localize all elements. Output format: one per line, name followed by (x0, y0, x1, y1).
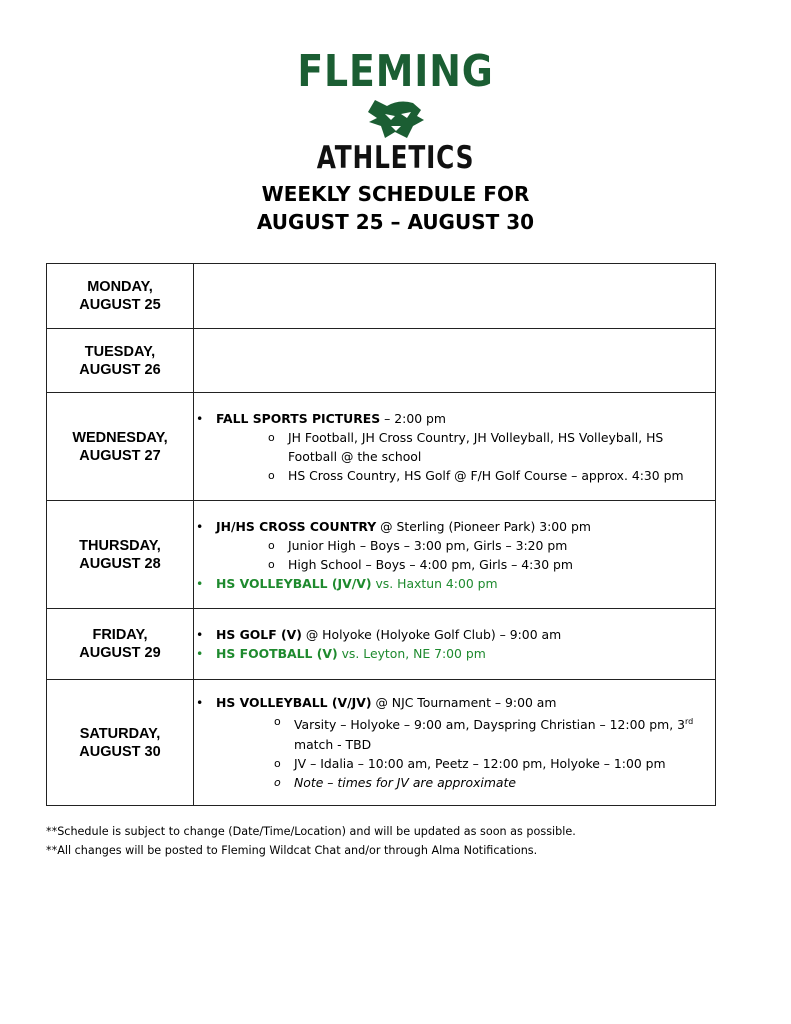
footnote: **All changes will be posted to Fleming Wildcat Chat and/or through Alma Notifications. (46, 844, 538, 857)
fleming-athletics-logo (0, 46, 791, 176)
footnotes (46, 822, 576, 860)
schedule-row-monday (47, 264, 716, 329)
event-title: FALL SPORTS PICTURES (216, 410, 381, 426)
day-date: AUGUST 25 (79, 297, 161, 313)
day-name: TUESDAY, (84, 343, 156, 360)
day-date: AUGUST 29 (79, 645, 161, 661)
day-cell (47, 329, 194, 393)
events-cell (194, 329, 716, 393)
day-cell (47, 501, 194, 609)
event-detail: @ Sterling (Pioneer Park) 3:00 pm (376, 518, 591, 534)
event-item (194, 625, 715, 644)
event-item (194, 574, 715, 593)
events-cell (194, 501, 716, 609)
schedule-table (46, 263, 716, 806)
day-name: WEDNESDAY, (72, 429, 168, 446)
day-date: AUGUST 26 (79, 361, 161, 378)
schedule-row-wednesday (47, 393, 716, 501)
varsity-text: Varsity – Holyoke – 9:00 am, Dayspring Christian – 12:00 pm, 3 (294, 717, 685, 733)
day-name: THURSDAY, (79, 537, 161, 554)
day-cell (47, 393, 194, 501)
page-title (0, 180, 791, 236)
day-name: FRIDAY, (92, 627, 148, 643)
events-cell (194, 609, 716, 680)
sub-event-item (270, 712, 715, 753)
sub-event-item: o Junior High – Boys – 3:00 pm, Girls – 3:20 pm (264, 536, 715, 555)
events-cell (194, 680, 716, 806)
day-date: AUGUST 27 (79, 447, 161, 464)
event-item (194, 409, 715, 485)
sub-event-item: o JV – Idalia – 10:00 am, Peetz – 12:00 pm, Holyoke – 1:00 pm (270, 754, 715, 773)
sub-event-item: o HS Cross Country, HS Golf @ F/H Golf Course – approx. 4:30 pm (264, 466, 715, 485)
event-item (194, 644, 715, 663)
events-cell (194, 264, 716, 329)
title-line-2: AUGUST 25 – AUGUST 30 (256, 210, 535, 234)
day-cell (47, 680, 194, 806)
schedule-row-tuesday (47, 329, 716, 393)
event-item (194, 517, 715, 574)
day-cell (47, 609, 194, 680)
day-date: AUGUST 30 (79, 743, 161, 760)
varsity-text-end: match - TBD (294, 736, 372, 752)
event-title: HS FOOTBALL (V) (216, 646, 338, 661)
day-name: MONDAY, (87, 279, 153, 295)
footnote: **Schedule is subject to change (Date/Time/Location) and will be updated as soon as possible. (46, 825, 576, 838)
schedule-row-friday (47, 609, 716, 680)
sub-event-item: o High School – Boys – 4:00 pm, Girls – 4:30 pm (264, 555, 715, 574)
event-detail: vs. Haxtun 4:00 pm (371, 575, 498, 591)
event-title: JH/HS CROSS COUNTRY (216, 518, 377, 534)
logo-athletics-text: ATHLETICS (316, 140, 475, 176)
event-item (194, 693, 715, 791)
day-name: SATURDAY, (79, 725, 161, 742)
day-date: AUGUST 28 (79, 555, 161, 572)
sub-event-item: o JH Football, JH Cross Country, JH Volleyball, HS Volleyball, HS Football @ the school (264, 428, 715, 466)
day-cell (47, 264, 194, 329)
event-detail: vs. Leyton, NE 7:00 pm (337, 646, 486, 661)
ordinal-suffix: rd (685, 717, 694, 727)
schedule-row-thursday (47, 501, 716, 609)
event-title: HS VOLLEYBALL (JV/V) (216, 575, 372, 591)
title-line-1: WEEKLY SCHEDULE FOR (261, 182, 530, 206)
event-detail: @ NJC Tournament – 9:00 am (371, 695, 557, 711)
wildcat-head-icon (365, 96, 427, 140)
event-detail: @ Holyoke (Holyoke Golf Club) – 9:00 am (301, 627, 562, 642)
logo-fleming-text: FLEMING (297, 46, 494, 97)
events-cell (194, 393, 716, 501)
event-title: HS VOLLEYBALL (V/JV) (216, 695, 372, 711)
schedule-row-saturday (47, 680, 716, 806)
sub-event-note: o Note – times for JV are approximate (270, 773, 715, 792)
event-title: HS GOLF (V) (216, 627, 302, 642)
event-detail: – 2:00 pm (380, 410, 446, 426)
